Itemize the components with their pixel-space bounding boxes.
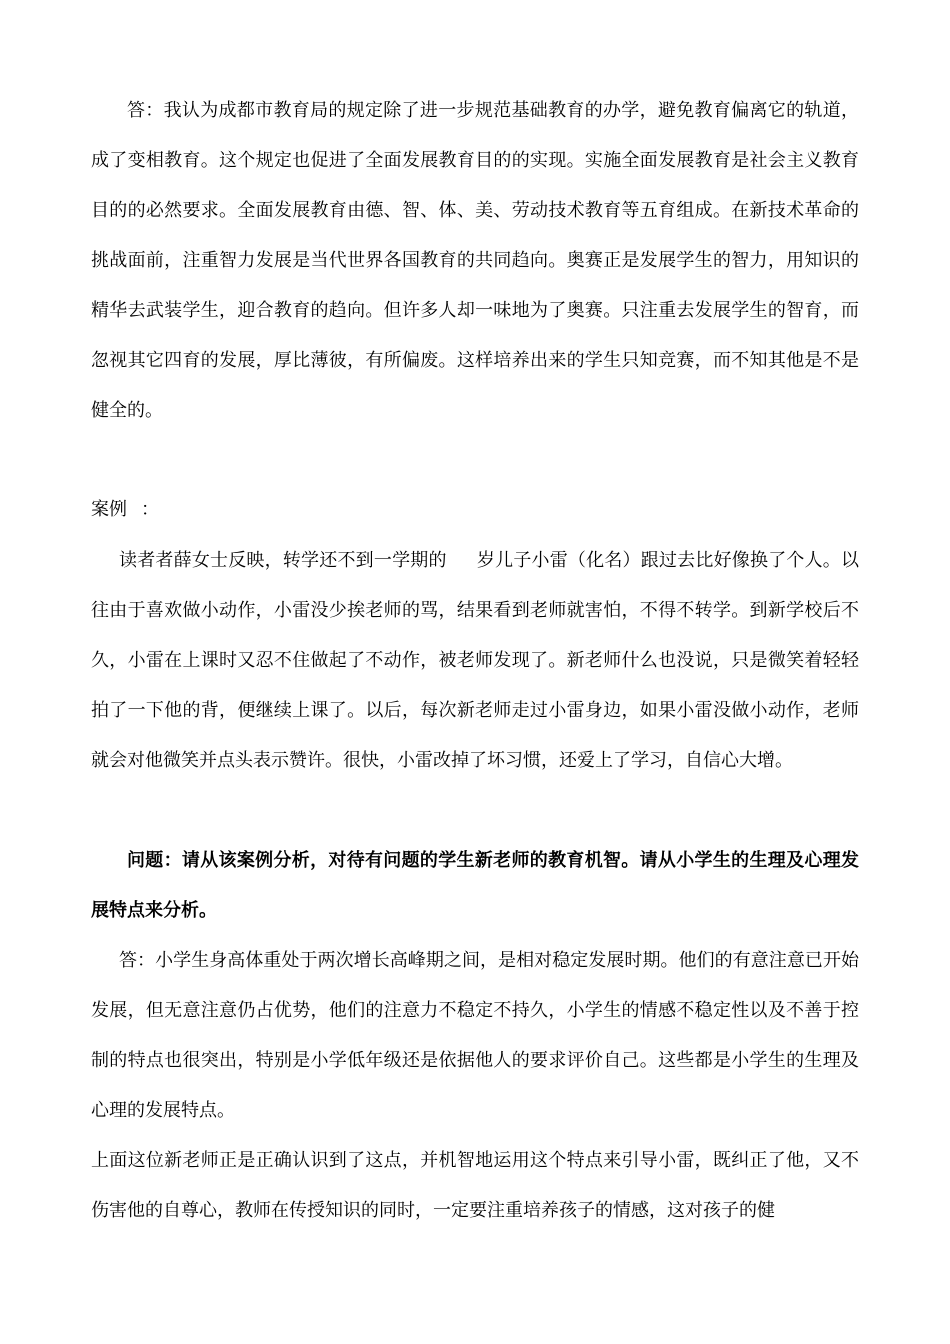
case-colon: ： [141,499,159,520]
case-heading [91,485,859,535]
answer-paragraph-2: 答：小学生身高体重处于两次增长高峰期之间，是相对稳定发展时期。他们的有意注意已开始发展，但无意注意仍占优势，他们的注意力不稳定不持久，小学生的情感不稳定性以及不善于控制的特点也很突出，特别是小学低年级还是依据他人的要求评价自己。这些都是小学生的生理及心理的发展特点。 [91,950,859,1121]
conclusion-paragraph: 上面这位新老师正是正确认识到了这点，并机智地运用这个特点来引导小雷，既纠正了他，又不伤害他的自尊心，教师在传授知识的同时，一定要注重培养孩子的情感，这对孩子的健 [91,1150,859,1221]
answer-paragraph-1: 答：我认为成都市教育局的规定除了进一步规范基础教育的办学，避免教育偏离它的轨道，成了变相教育。这个规定也促进了全面发展教育目的的实现。实施全面发展教育是社会主义教育目的的必然要求。全面发展教育由德、智、体、美、劳动技术教育等五育组成。在新技术革命的挑战面前，注重智力发展是当代世界各国教育的共同趋向。奥赛正是发展学生的智力，用知识的精华去武装学生，迎合教育的趋向。但许多人却一味地为了奥赛。只注重去发展学生的智育，而忽视其它四育的发展，厚比薄彼，有所偏废。这样培养出来的学生只知竞赛，而不知其他是不是健全的。 [91,100,859,421]
question-paragraph: 问题：请从该案例分析，对待有问题的学生新老师的教育机智。请从小学生的生理及心理发展特点来分析。 [91,850,859,921]
case-text-part2: 岁儿子小雷（化名）跟过去比好像换了个人。以往由于喜欢做小动作，小雷没少挨老师的骂，结果看到老师就害怕，不得不转学。到新学校后不久，小雷在上课时又忍不住做起了不动作，被老师发现了。新老师什么也没说，只是微笑着轻轻拍了一下他的背，便继续上课了。以后，每次新老师走过小雷身边，如果小雷没做小动作，老师就会对他微笑并点头表示赞许。很快，小雷改掉了坏习惯，还爱上了学习，自信心大增。 [91,550,860,771]
case-label: 案例 [91,499,127,520]
case-paragraph [91,536,859,786]
case-text-part1: 读者者薛女士反映，转学还不到一学期的 [119,550,447,571]
